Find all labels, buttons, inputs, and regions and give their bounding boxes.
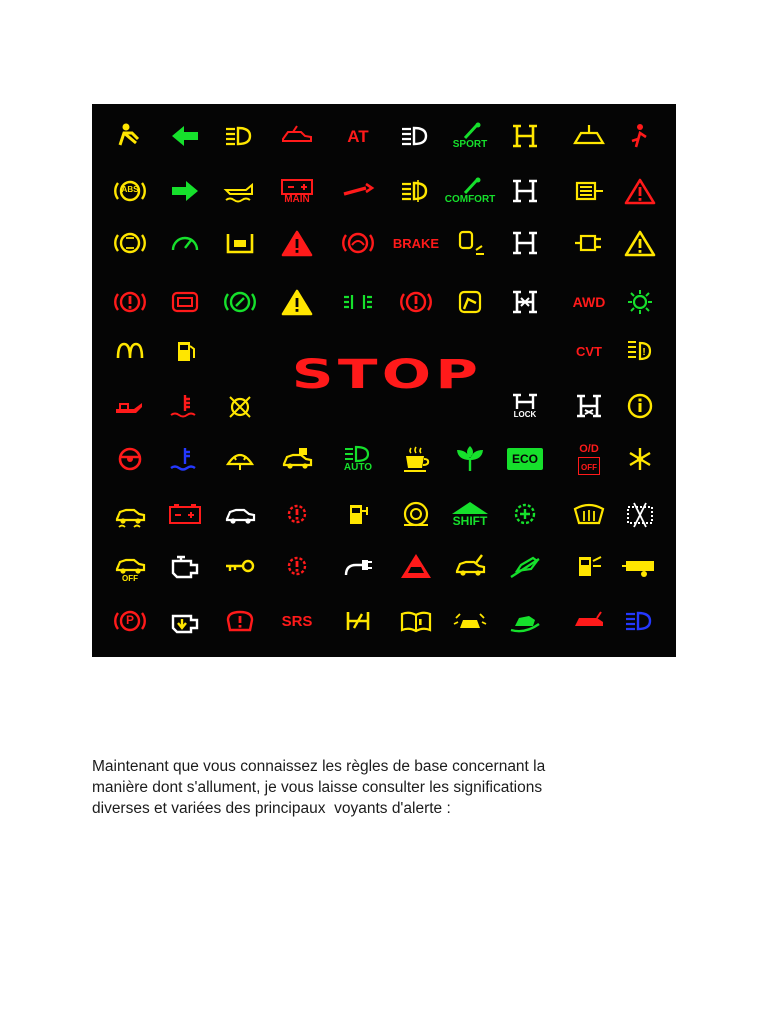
body-paragraph: Maintenant que vous connaissez les règles de base concernant la manière dont s'allument, je vous laisse consulter les significations diverses et variées des principaux voyants d'alerte : xyxy=(92,758,546,817)
od-text: O/D xyxy=(579,442,599,455)
seat-belt-passenger-icon xyxy=(446,282,494,322)
trailer-icon xyxy=(616,546,664,586)
cvt-text: CVT xyxy=(576,343,602,359)
fuel-filler-icon xyxy=(334,494,382,534)
brake-text: BRAKE xyxy=(392,235,440,251)
front-fog-icon xyxy=(392,171,440,211)
engine-down-icon xyxy=(161,601,209,641)
4wd-lock-icon xyxy=(501,223,549,263)
gear-check-icon xyxy=(501,494,549,534)
lock-text: LOCK xyxy=(513,410,537,419)
brake-system-icon xyxy=(334,223,382,263)
eco-leaf-icon xyxy=(446,439,494,479)
svg-text:!: ! xyxy=(642,347,646,358)
4wd-icon xyxy=(501,116,549,156)
car-lock-icon xyxy=(273,439,321,479)
low-beam-icon xyxy=(616,601,664,641)
at-label xyxy=(334,116,382,156)
tire-pressure-icon xyxy=(392,494,440,534)
auto-headlights-icon xyxy=(334,439,382,479)
electric-parking-brake-icon xyxy=(106,601,154,641)
abs-icon xyxy=(106,171,154,211)
od-off-icon xyxy=(565,439,613,479)
airbag-icon xyxy=(616,116,664,156)
service-wrench-icon xyxy=(334,171,382,211)
stability-control-icon xyxy=(392,546,440,586)
abs-text: ABS xyxy=(121,185,139,194)
tow-car-icon xyxy=(216,494,264,534)
eco-mode-icon xyxy=(501,439,549,479)
power-steering-icon xyxy=(106,439,154,479)
owners-manual-icon xyxy=(392,601,440,641)
auto-text: AUTO xyxy=(343,462,373,473)
cruise-control-icon xyxy=(161,223,209,263)
tpms-red-icon xyxy=(161,282,209,322)
high-beam-icon xyxy=(392,116,440,156)
comfort-mode-icon xyxy=(446,171,494,211)
check-engine-icon xyxy=(161,546,209,586)
door-open-icon xyxy=(273,116,321,156)
awd-text: AWD xyxy=(572,294,606,310)
oil-pressure-icon xyxy=(106,386,154,426)
4wd-diff-lock-icon xyxy=(501,282,549,322)
tailgate-open-icon xyxy=(565,601,613,641)
oil-level-icon xyxy=(216,171,264,211)
glow-plug-coil-icon xyxy=(106,331,154,371)
shift-text: SHIFT xyxy=(452,514,488,528)
battery-main-icon xyxy=(273,171,321,211)
low-fuel-range-icon xyxy=(565,546,613,586)
p-text: P xyxy=(125,613,134,627)
washer-fluid-icon xyxy=(216,439,264,479)
sidelights-icon xyxy=(334,282,382,322)
off-text: OFF xyxy=(581,462,597,472)
main-text: MAIN xyxy=(284,194,310,205)
4wd-lock-label-icon xyxy=(501,386,549,426)
transmission-temp-icon xyxy=(273,494,321,534)
engine-overheat-icon xyxy=(273,546,321,586)
srs-label xyxy=(273,601,321,641)
water-in-fuel-icon xyxy=(565,116,613,156)
brake-assist-icon xyxy=(216,282,264,322)
hill-start-icon xyxy=(501,601,549,641)
light-bulb-icon xyxy=(616,282,664,322)
turn-signal-left-icon xyxy=(161,116,209,156)
at-text: AT xyxy=(347,126,369,146)
traction-off-icon xyxy=(106,546,154,586)
glow-plug-icon xyxy=(565,223,613,263)
frost-icon xyxy=(616,439,664,479)
hybrid-icon xyxy=(334,601,382,641)
ev-plug-icon xyxy=(334,546,382,586)
hill-descent-icon xyxy=(501,546,549,586)
washer-fluid-level-icon xyxy=(161,439,209,479)
front-car-sensors-icon xyxy=(446,601,494,641)
traction-wrench-icon xyxy=(446,546,494,586)
brake-wear-icon xyxy=(106,223,154,263)
turn-signal-right-icon xyxy=(161,171,209,211)
brake-label xyxy=(392,223,440,263)
warning-lights-chart xyxy=(92,104,676,657)
lane-assist-icon xyxy=(446,223,494,263)
sport-text: SPORT xyxy=(452,139,488,150)
sport-mode-icon xyxy=(446,116,494,156)
fuel-level-icon xyxy=(161,331,209,371)
windshield-defrost-icon xyxy=(616,494,664,534)
cvt-label xyxy=(565,331,613,371)
traction-control-icon xyxy=(106,494,154,534)
coolant-temp-icon xyxy=(161,386,209,426)
4wd-rear-lock-icon xyxy=(565,386,613,426)
diesel-filter-icon xyxy=(565,171,613,211)
tire-warning-icon xyxy=(216,386,264,426)
comfort-text: COMFORT xyxy=(444,194,496,205)
hazard-red-icon xyxy=(273,223,321,263)
4wd-low-icon xyxy=(501,171,549,211)
fog-light-icon xyxy=(216,116,264,156)
rear-defrost-icon xyxy=(565,494,613,534)
general-warning-red-icon xyxy=(616,171,664,211)
shift-up-icon xyxy=(446,494,494,534)
parking-brake-icon xyxy=(106,282,154,322)
headlight-level-icon xyxy=(616,331,664,371)
srs-text: SRS xyxy=(281,612,313,630)
stop-warning-label: STOP xyxy=(291,352,483,398)
coffee-break-icon xyxy=(392,439,440,479)
awd-label xyxy=(565,282,613,322)
eco-text: ECO xyxy=(511,452,538,466)
info-icon xyxy=(616,386,664,426)
steering-lock-icon xyxy=(216,223,264,263)
caution-yellow-icon xyxy=(616,223,664,263)
battery-charge-icon xyxy=(161,494,209,534)
seatbelt-warning-icon xyxy=(106,116,154,156)
immobilizer-key-icon xyxy=(216,546,264,586)
brake-warning-red-icon xyxy=(392,282,440,322)
hazard-yellow-icon xyxy=(273,282,321,322)
tpms-icon xyxy=(216,601,264,641)
off-text: OFF xyxy=(122,574,138,583)
